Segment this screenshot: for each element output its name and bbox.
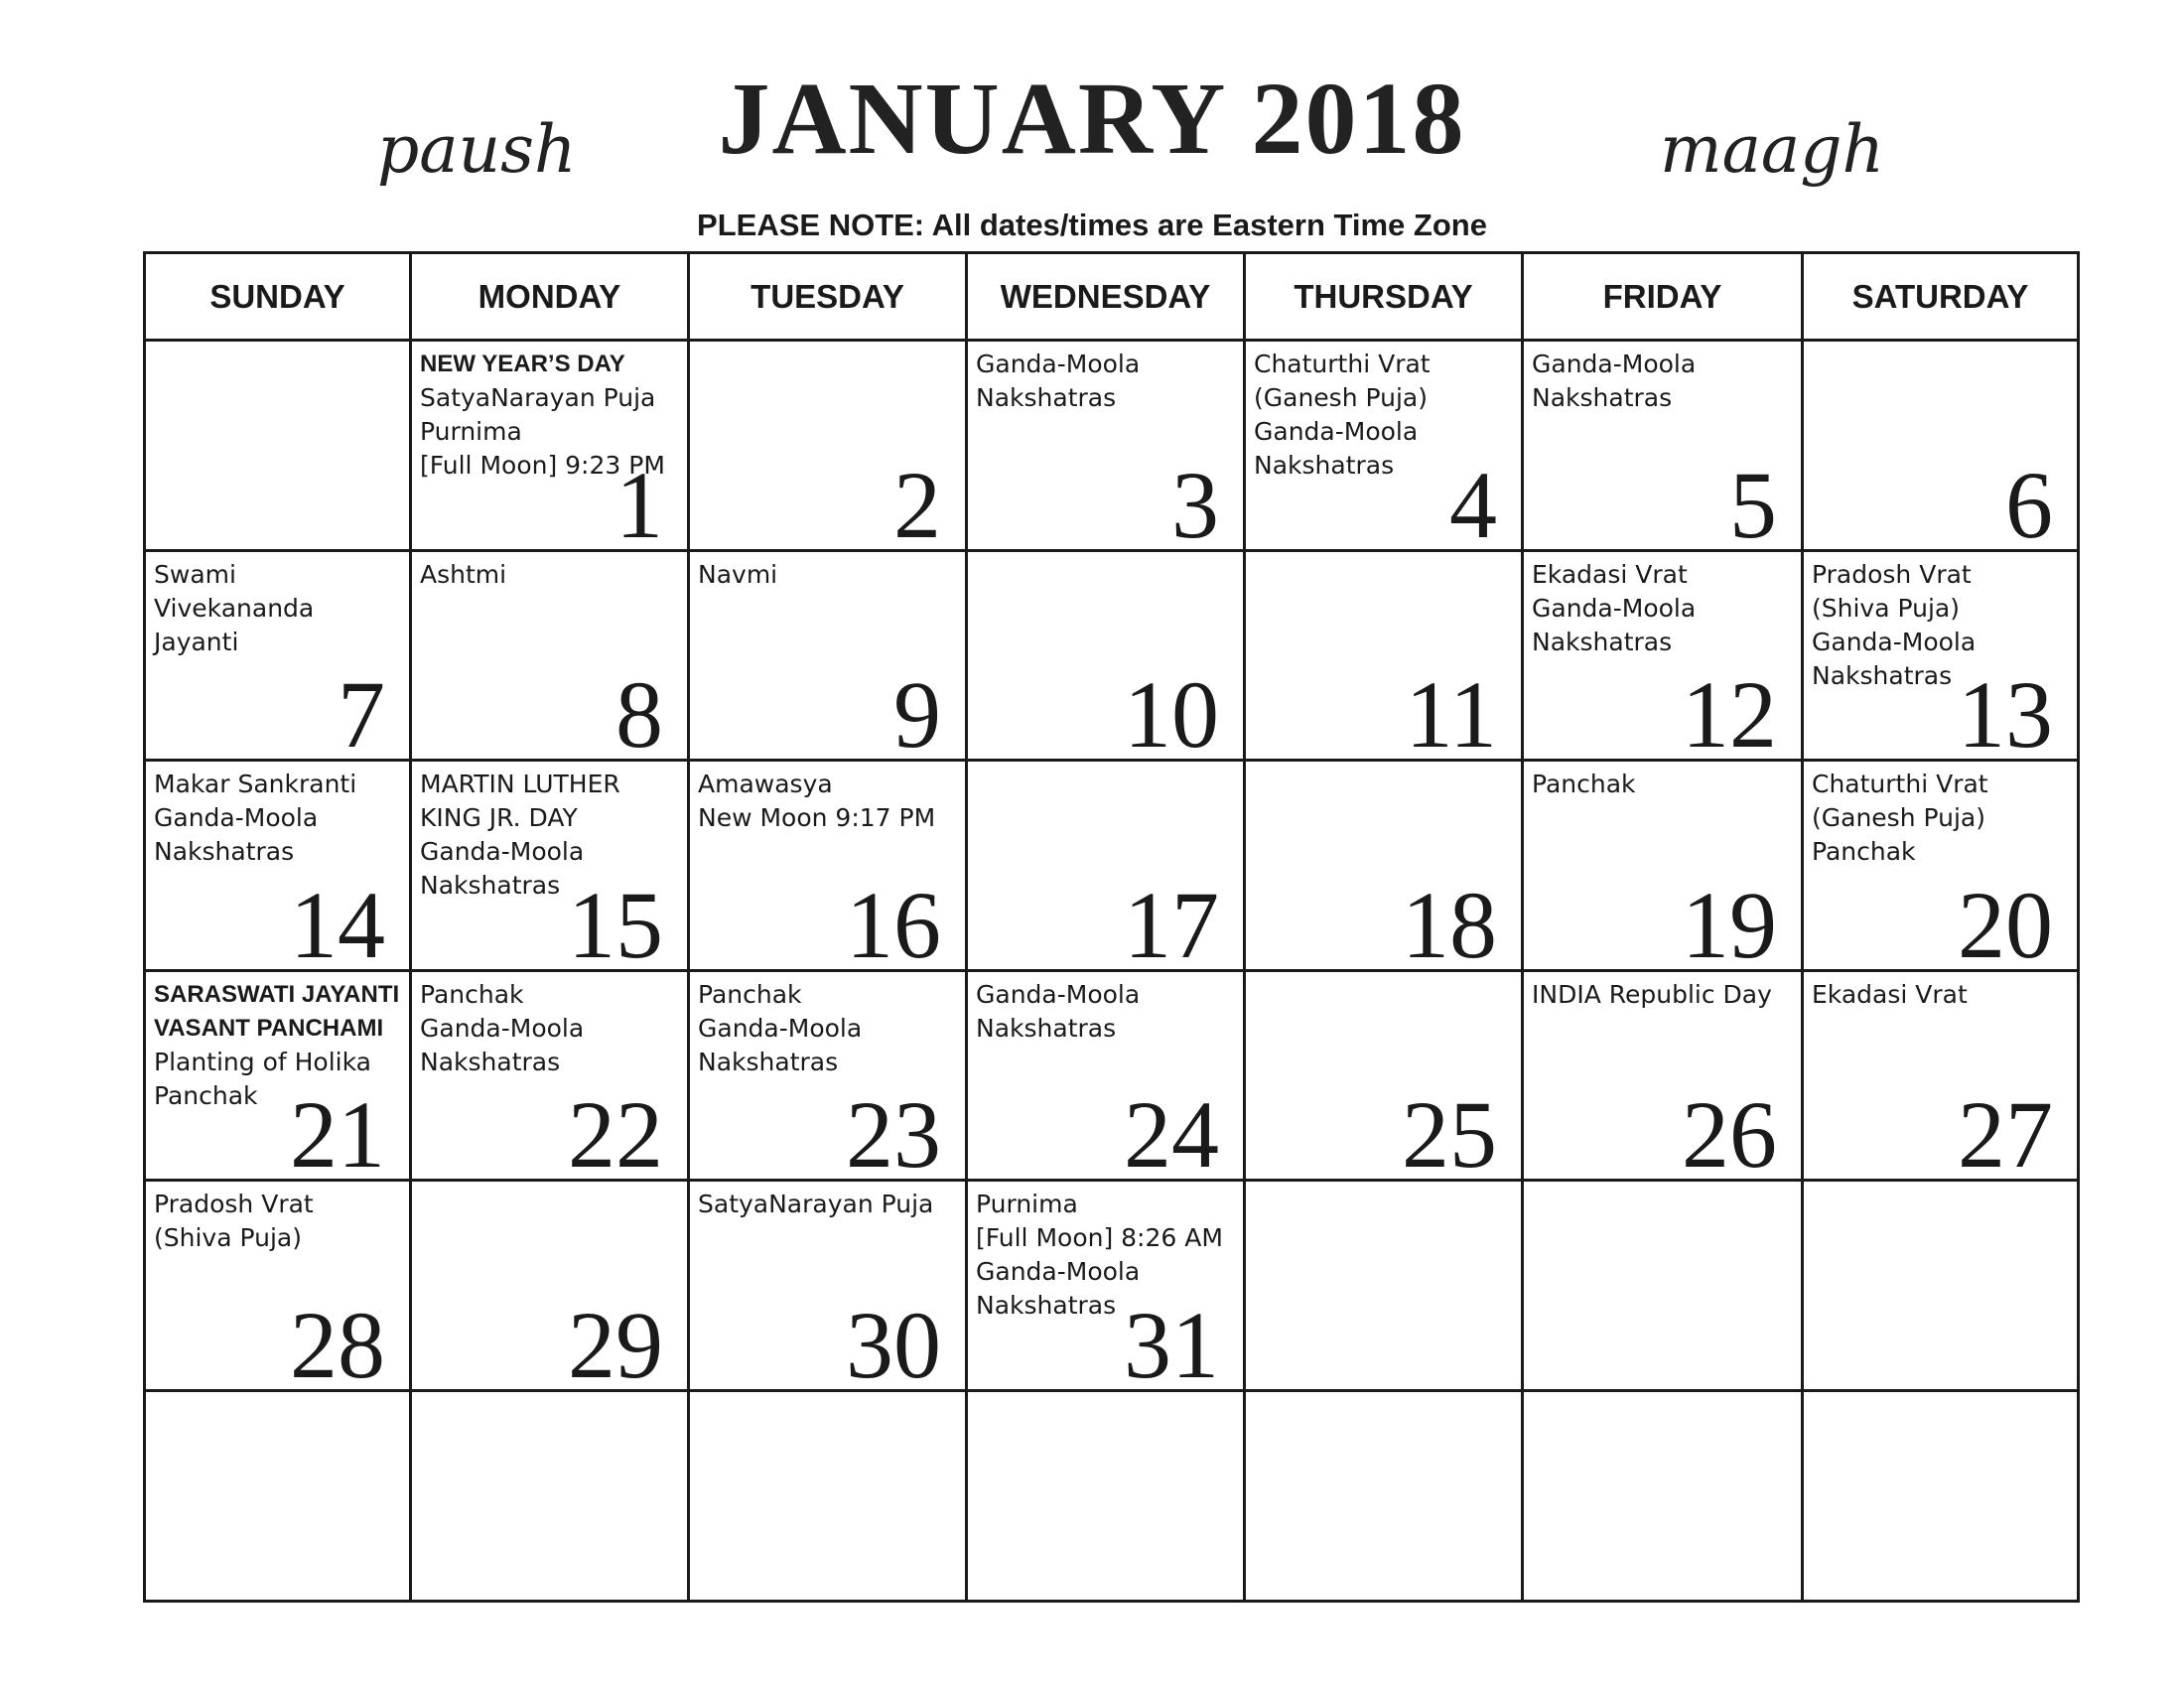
week-row [145,761,2079,971]
day-number: 25 [1402,1081,1497,1188]
day-number: 3 [1171,452,1219,558]
day-number: 2 [893,452,941,558]
day-number: 4 [1449,452,1497,558]
day-cell-6 [1803,341,2079,558]
day-note-line: SARASWATI JAYANTI [154,981,400,1008]
day-notes [690,972,965,1079]
empty-day-cell [1523,1391,1803,1602]
day-cell-10 [967,551,1245,768]
week-row [145,341,2079,551]
day-note-line: Purnima [976,1190,1078,1218]
day-note-line: Ganda-Moola [976,350,1141,378]
day-number: 20 [1958,872,2053,978]
empty-day-cell [1245,1391,1523,1602]
day-notes [146,552,409,659]
day-number: 10 [1124,661,1219,768]
day-number: 27 [1958,1081,2053,1188]
day-number: 13 [1958,661,2053,768]
day-cell-17 [967,761,1245,978]
day-note-line: Pradosh Vrat [1812,560,1972,589]
day-note-line: SatyaNarayan Puja [420,383,656,412]
day-note-line: Amawasya [698,770,833,798]
day-number: 29 [568,1292,663,1398]
day-cell-23 [689,971,967,1188]
day-number: 17 [1124,872,1219,978]
day-note-line: Ganda-Moola [1532,350,1697,378]
empty-day-cell [145,341,411,551]
day-notes [1524,552,1801,659]
day-note-line: Panchak [154,1081,258,1110]
day-note-line: (Shiva Puja) [154,1223,302,1252]
empty-day-cell [1803,1181,2079,1391]
week-row [145,551,2079,761]
day-note-line: Jayanti [154,628,239,656]
week-row [145,1391,2079,1602]
day-number: 23 [846,1081,941,1188]
day-number: 26 [1682,1081,1777,1188]
calendar-grid [143,251,2080,1603]
empty-day-cell [411,1391,689,1602]
day-number: 9 [893,661,941,768]
weekday-header-saturday: SATURDAY [1803,253,2079,341]
timezone-note: PLEASE NOTE: All dates/times are Eastern Time Zone [697,208,1487,242]
day-notes [968,972,1243,1046]
day-note-line: Purnima [420,417,522,446]
day-notes [146,762,409,869]
day-note-line: Vivekananda [154,594,315,623]
day-note-line: Ganda-Moola [420,1014,585,1043]
day-note-line: Nakshatras [1532,383,1673,412]
day-number: 22 [568,1081,663,1188]
day-number: 11 [1405,661,1497,768]
day-cell-14 [145,761,411,978]
day-note-line: Ganda-Moola [976,1257,1141,1286]
day-note-line: Ganda-Moola [154,803,319,832]
day-number: 24 [1124,1081,1219,1188]
day-cell-2 [689,341,967,558]
day-note-line: Nakshatras [976,1291,1117,1320]
week-row [145,971,2079,1181]
day-cell-24 [967,971,1245,1188]
page-title: JANUARY 2018 [718,62,1466,176]
day-note-line: Nakshatras [420,871,561,900]
empty-day-cell [145,1391,411,1602]
day-note-line: Nakshatras [420,1048,561,1076]
day-note-line: Swami [154,560,236,589]
day-note-line: Ekadasi Vrat [1532,560,1688,589]
day-number: 16 [846,872,941,978]
day-cell-13 [1803,551,2079,768]
day-note-line: SatyaNarayan Puja [698,1190,934,1218]
weekday-header-wednesday: WEDNESDAY [967,253,1245,341]
day-notes [1524,972,1801,1012]
day-note-line: Planting of Holika [154,1048,371,1076]
day-cell-19 [1523,761,1803,978]
day-note-line: Nakshatras [1532,628,1673,656]
day-note-line: (Ganesh Puja) [1254,383,1428,412]
day-note-line: Navmi [698,560,778,589]
month-left-label: paush [377,111,577,188]
day-cell-11 [1245,551,1523,768]
day-note-line: Ashtmi [420,560,507,589]
day-note-line: Ganda-Moola [1812,628,1977,656]
day-number: 8 [615,661,663,768]
day-number: 14 [290,872,385,978]
empty-day-cell [1803,1391,2079,1602]
day-note-line: Nakshatras [1254,451,1395,480]
day-number: 18 [1402,872,1497,978]
weekday-header-row [145,253,2079,341]
day-notes [1804,762,2077,869]
weekday-header-tuesday: TUESDAY [689,253,967,341]
day-note-line: Ganda-Moola [1532,594,1697,623]
day-cell-8 [411,551,689,768]
day-cell-16 [689,761,967,978]
week-row [145,1181,2079,1391]
day-note-line: [Full Moon] 9:23 PM [420,451,665,480]
day-notes [1524,762,1801,801]
day-cell-12 [1523,551,1803,768]
day-number: 28 [290,1292,385,1398]
weekday-header-thursday: THURSDAY [1245,253,1523,341]
day-notes [412,972,687,1079]
day-cell-25 [1245,971,1523,1188]
day-cell-20 [1803,761,2079,978]
day-cell-15 [411,761,689,978]
day-cell-3 [967,341,1245,558]
day-note-line: Panchak [698,980,802,1009]
day-note-line: Chaturthi Vrat [1812,770,1988,798]
empty-day-cell [967,1391,1245,1602]
day-cell-1 [411,341,689,558]
day-note-line: NEW YEAR’S DAY [420,351,625,377]
day-cell-4 [1245,341,1523,558]
day-cell-5 [1523,341,1803,558]
day-note-line: Panchak [1812,837,1916,866]
empty-day-cell [1245,1181,1523,1391]
day-notes [1804,972,2077,1012]
weekday-header-friday: FRIDAY [1523,253,1803,341]
day-notes [690,552,965,592]
day-notes [968,342,1243,415]
day-note-line: Nakshatras [698,1048,839,1076]
day-note-line: MARTIN LUTHER [420,770,620,798]
day-cell-30 [689,1181,967,1398]
day-notes [412,552,687,592]
day-cell-18 [1245,761,1523,978]
day-cell-29 [411,1181,689,1398]
day-number: 7 [338,661,385,768]
day-note-line: Panchak [1532,770,1636,798]
day-note-line: KING JR. DAY [420,803,578,832]
day-cell-27 [1803,971,2079,1188]
day-note-line: Nakshatras [976,383,1117,412]
day-cell-26 [1523,971,1803,1188]
day-notes [690,762,965,835]
day-number: 5 [1729,452,1777,558]
day-number: 12 [1682,661,1777,768]
day-note-line: Makar Sankranti [154,770,357,798]
day-number: 19 [1682,872,1777,978]
day-cell-21 [145,971,411,1188]
day-note-line: Ganda-Moola [420,837,585,866]
empty-day-cell [689,1391,967,1602]
day-note-line: Nakshatras [976,1014,1117,1043]
day-note-line: [Full Moon] 8:26 AM [976,1223,1223,1252]
day-number: 30 [846,1292,941,1398]
day-note-line: Nakshatras [154,837,295,866]
day-number: 15 [568,872,663,978]
weekday-header-sunday: SUNDAY [145,253,411,341]
day-cell-31 [967,1181,1245,1398]
day-number: 21 [290,1081,385,1188]
day-cell-9 [689,551,967,768]
weekday-header-monday: MONDAY [411,253,689,341]
day-note-line: Ganda-Moola [1254,417,1419,446]
day-note-line: (Shiva Puja) [1812,594,1960,623]
day-cell-22 [411,971,689,1188]
day-cell-7 [145,551,411,768]
day-number: 1 [615,452,663,558]
day-number: 31 [1124,1292,1219,1398]
month-right-label: maagh [1660,111,1885,188]
empty-day-cell [1523,1181,1803,1391]
day-note-line: Nakshatras [1812,661,1953,690]
day-note-line: Ganda-Moola [976,980,1141,1009]
day-notes [690,1182,965,1221]
day-note-line: New Moon 9:17 PM [698,803,936,832]
day-number: 6 [2005,452,2053,558]
day-note-line: VASANT PANCHAMI [154,1015,384,1042]
day-note-line: INDIA Republic Day [1532,980,1772,1009]
day-note-line: Panchak [420,980,524,1009]
day-note-line: Ganda-Moola [698,1014,863,1043]
day-note-line: Chaturthi Vrat [1254,350,1431,378]
day-note-line: Pradosh Vrat [154,1190,314,1218]
day-cell-28 [145,1181,411,1398]
day-note-line: Ekadasi Vrat [1812,980,1968,1009]
day-notes [1524,342,1801,415]
day-note-line: (Ganesh Puja) [1812,803,1985,832]
day-notes [146,1182,409,1255]
